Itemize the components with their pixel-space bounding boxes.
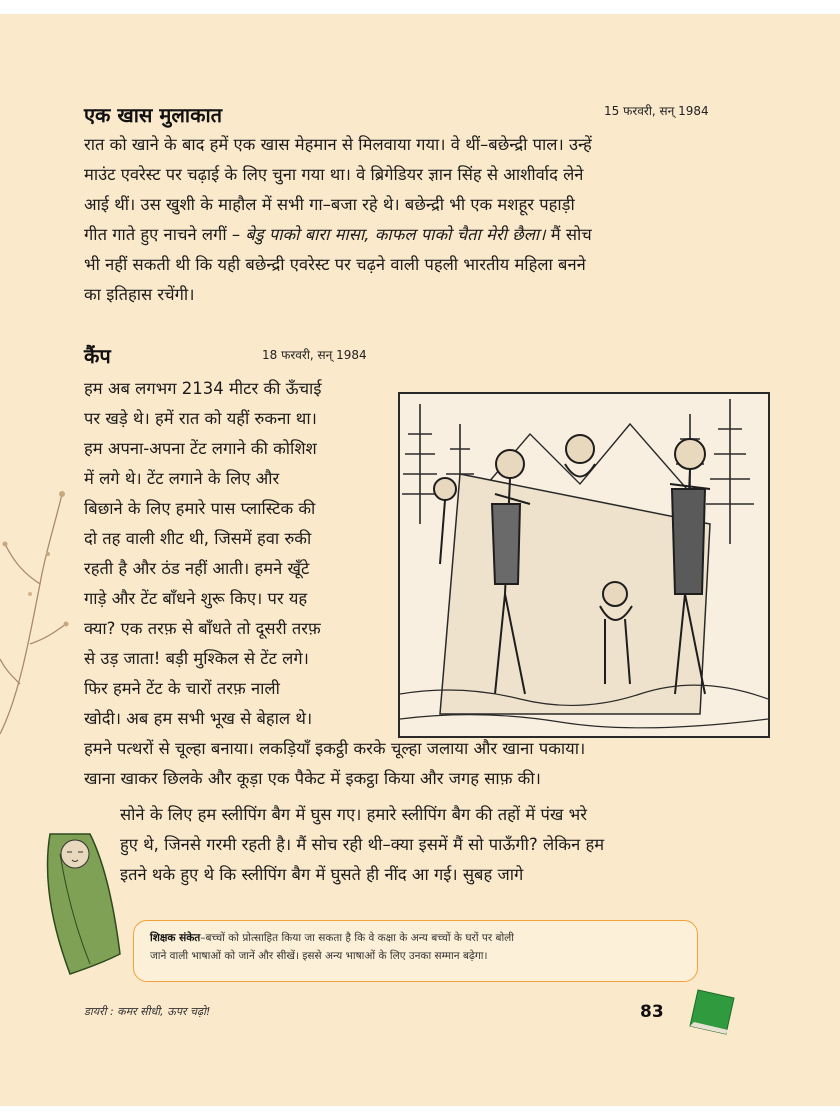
paragraph-line: भी नहीं सकती थी कि यही बछेन्द्री एवरेस्ट पर चढ़ने वाली पहली भारतीय महिला बनने <box>84 255 586 274</box>
paragraph-line: बिछाने के लिए हमारे पास प्लास्टिक की <box>84 499 316 518</box>
teacher-note-text: जाने वाली भाषाओं को जानें और सीखें। इससे अन्य भाषाओं के लिए उनका सम्मान बढ़ेगा। <box>150 950 488 962</box>
section1-paragraph <box>84 130 758 310</box>
paragraph-line: सोने के लिए हम स्लीपिंग बैग में घुस गए। हमारे स्लीपिंग बैग की तहों में पंख भरे <box>120 805 587 824</box>
paragraph-line: माउंट एवरेस्ट पर चढ़ाई के लिए चुना गया था। वे ब्रिगेडियर ज्ञान सिंह से आशीर्वाद लेने <box>84 165 584 184</box>
paragraph-line: खाना खाकर छिलके और कूड़ा एक पैकेट में इकट्ठा किया और जगह साफ़ की। <box>84 769 541 788</box>
paragraph-line: हमने पत्थरों से चूल्हा बनाया। लकड़ियाँ इकट्ठी करके चूल्हा जलाया और खाना पकाया। <box>84 739 586 758</box>
teacher-note-label: शिक्षक संकेत <box>150 932 201 944</box>
paragraph-line: क्या? एक तरफ़ से बाँधते तो दूसरी तरफ़ <box>84 619 321 638</box>
camp-illustration <box>398 392 770 738</box>
branch-decoration <box>0 434 70 774</box>
tent-sketch <box>400 394 768 736</box>
paragraph-line: हुए थे, जिनसे गरमी रहती है। मैं सोच रही थी–क्या इसमें मैं सो पाऊँगी? लेकिन हम <box>120 835 605 854</box>
section1-date: 15 फरवरी, सन् 1984 <box>604 104 709 118</box>
paragraph-line: गाड़े और टेंट बाँधने शुरू किए। पर यह <box>84 589 308 608</box>
teacher-note-text: –बच्चों को प्रोत्साहित किया जा सकता है कि वे कक्षा के अन्य बच्चों के घरों पर बोली <box>200 932 515 944</box>
paragraph-line: फिर हमने टेंट के चारों तरफ़ नाली <box>84 679 280 698</box>
section2-heading: कैंप <box>84 344 111 368</box>
page-number: 83 <box>640 1002 664 1022</box>
sleeping-bag-illustration <box>30 814 130 984</box>
paragraph-line: हम अब लगभग 2134 मीटर की ऊँचाई <box>84 379 322 398</box>
line-text: मैं सोच <box>545 225 592 244</box>
paragraph-line: रहती है और ठंड नहीं आती। हमने खूँटे <box>84 559 310 578</box>
section2-date: 18 फरवरी, सन् 1984 <box>262 348 367 362</box>
teacher-note-line <box>150 929 681 947</box>
section3-paragraph <box>120 800 758 890</box>
line-text: गीत गाते हुए नाचने लगीं – <box>84 225 246 244</box>
section1-heading: एक खास मुलाकात <box>84 103 223 127</box>
paragraph-line: पर खड़े थे। हमें रात को यहीं रुकना था। <box>84 409 317 428</box>
section2-left-paragraph <box>84 374 394 734</box>
paragraph-line: खोदी। अब हम सभी भूख से बेहाल थे। <box>84 709 313 728</box>
paragraph-line: दो तह वाली शीट थी, जिसमें हवा रुकी <box>84 529 312 548</box>
book-icon <box>686 984 742 1038</box>
paragraph-line: हम अपना-अपना टेंट लगाने की कोशिश <box>84 439 317 458</box>
paragraph-line: से उड़ जाता! बड़ी मुश्किल से टेंट लगे। <box>84 649 309 668</box>
paragraph-line: इतने थके हुए थे कि स्लीपिंग बैग में घुसते ही नींद आ गई। सुबह जागे <box>120 865 524 884</box>
page <box>0 14 840 1106</box>
section2-full-paragraph <box>84 734 758 794</box>
paragraph-line: रात को खाने के बाद हमें एक खास मेहमान से मिलवाया गया। वे थीं–बछेन्द्री पाल। उन्हें <box>84 135 592 154</box>
folk-song-lyric: बेडु पाको बारा मासा, काफल पाको चैता मेरी छैला। <box>245 225 546 244</box>
paragraph-line: में लगे थे। टेंट लगाने के लिए और <box>84 469 280 488</box>
paragraph-line: आई थीं। उस खुशी के माहौल में सभी गा–बजा रहे थे। बछेन्द्री भी एक मशहूर पहाड़ी <box>84 195 575 214</box>
teacher-note-box <box>133 920 698 982</box>
footer-title: डायरी : कमर सीधी, ऊपर चढ़ो! <box>84 1005 211 1018</box>
paragraph-line: का इतिहास रचेंगी। <box>84 285 195 304</box>
paragraph-line <box>84 220 758 250</box>
